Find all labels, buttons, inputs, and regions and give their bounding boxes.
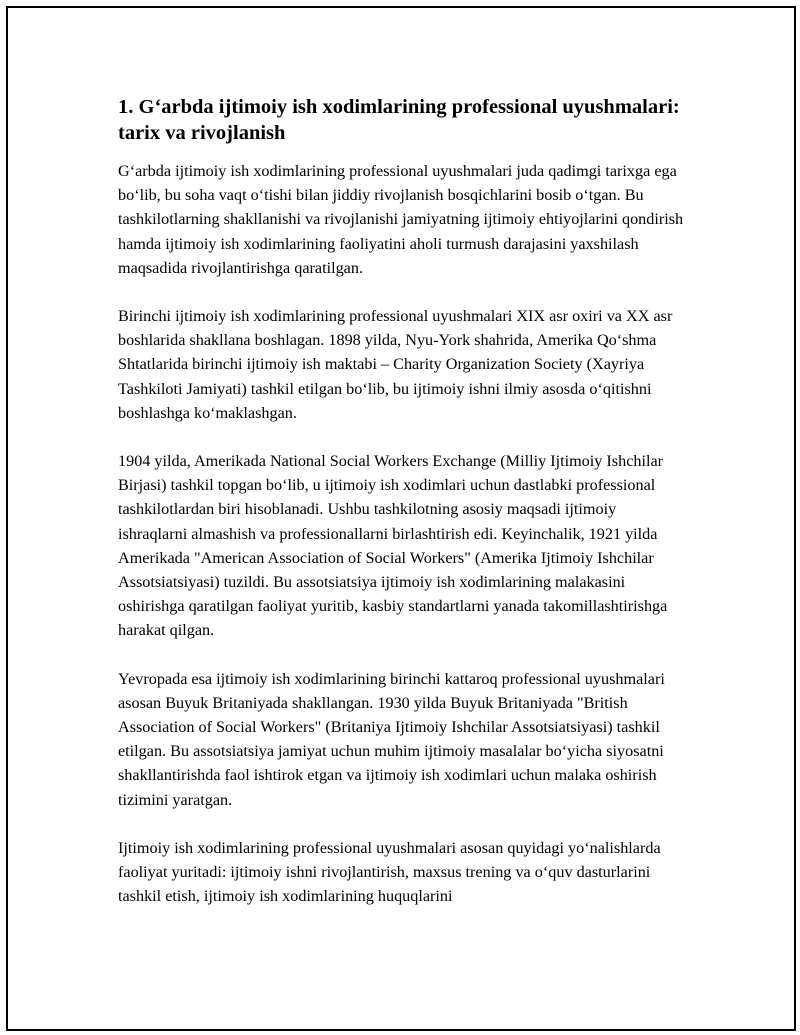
paragraph-1: G‘arbda ijtimoiy ish xodimlarining professional uyushmalari juda qadimgi tarixga ega bo‘lib, bu soha vaqt o‘tishi bilan jiddiy rivojlanish bosqichlarini bosib o‘tgan. Bu tashkilotlarning shakllanishi va rivojlanishi jamiyatning ijtimoiy ehtiyojlarini qondirish hamda ijtimoiy ish xodimlarining faoliyatini aholi turmush darajasini yaxshilash maqsadida rivojlantirishga qaratilgan. bbox=[118, 162, 684, 277]
document-body bbox=[118, 94, 688, 932]
paragraph-2: Birinchi ijtimoiy ish xodimlarining professional uyushmalari XIX asr oxiri va XX asr boshlarida shakllana boshlagan. 1898 yilda, Nyu-York shahrida, Amerika Qo‘shma Shtatlarida birinchi ijtimoiy ish maktabi – Charity Organization Society (Xayriya Tashkiloti Jamiyati) tashkil etilgan bo‘lib, bu ijtimoiy ishni ilmiy asosda o‘qitishni boshlashga ko‘maklashgan. bbox=[118, 307, 673, 422]
section-heading: 1. G‘arbda ijtimoiy ish xodimlarining professional uyushmalari: tarix va rivojlanish bbox=[118, 96, 680, 144]
paragraph-3: 1904 yilda, Amerikada National Social Workers Exchange (Milliy Ijtimoiy Ishchilar Birjasi) tashkil topgan bo‘lib, u ijtimoiy ish xodimlari uchun dastlabki professional tashkilotlardan biri hisoblanadi. Ushbu tashkilotning asosiy maqsadi ijtimoiy ishraqlarni almashish va professionallarni birlashtirish edi. Keyinchalik, 1921 yilda Amerikada "American Association of Social Workers" (Amerika Ijtimoiy Ishchilar Assotsiatsiyasi) tuzildi. Bu assotsiatsiya ijtimoiy ish xodimlarining malakasini oshirishga qaratilgan faoliyat yuritib, kasbiy standartlarni yanada takomillashtirishga harakat qilgan. bbox=[118, 452, 668, 640]
paragraph-5: Ijtimoiy ish xodimlarining professional uyushmalari asosan quyidagi yo‘nalishlarda faoliyat yuritadi: ijtimoiy ishni rivojlantirish, maxsus trening va o‘quv dasturlarini tashkil etish, ijtimoiy ish xodimlarining huquqlarini bbox=[118, 838, 661, 906]
paragraph-4: Yevropada esa ijtimoiy ish xodimlarining birinchi kattaroq professional uyushmalari asosan Buyuk Britaniyada shakllangan. 1930 yilda Buyuk Britaniyada "British Association of Social Workers" (Britaniya Ijtimoiy Ishchilar Assotsiatsiyasi) tashkil etilgan. Bu assotsiatsiya jamiyat uchun muhim ijtimoiy masalalar bo‘yicha siyosatni shakllantirishda faol ishtirok etgan va ijtimoiy ish xodimlari uchun malaka oshirish tizimini yaratgan. bbox=[118, 669, 665, 809]
